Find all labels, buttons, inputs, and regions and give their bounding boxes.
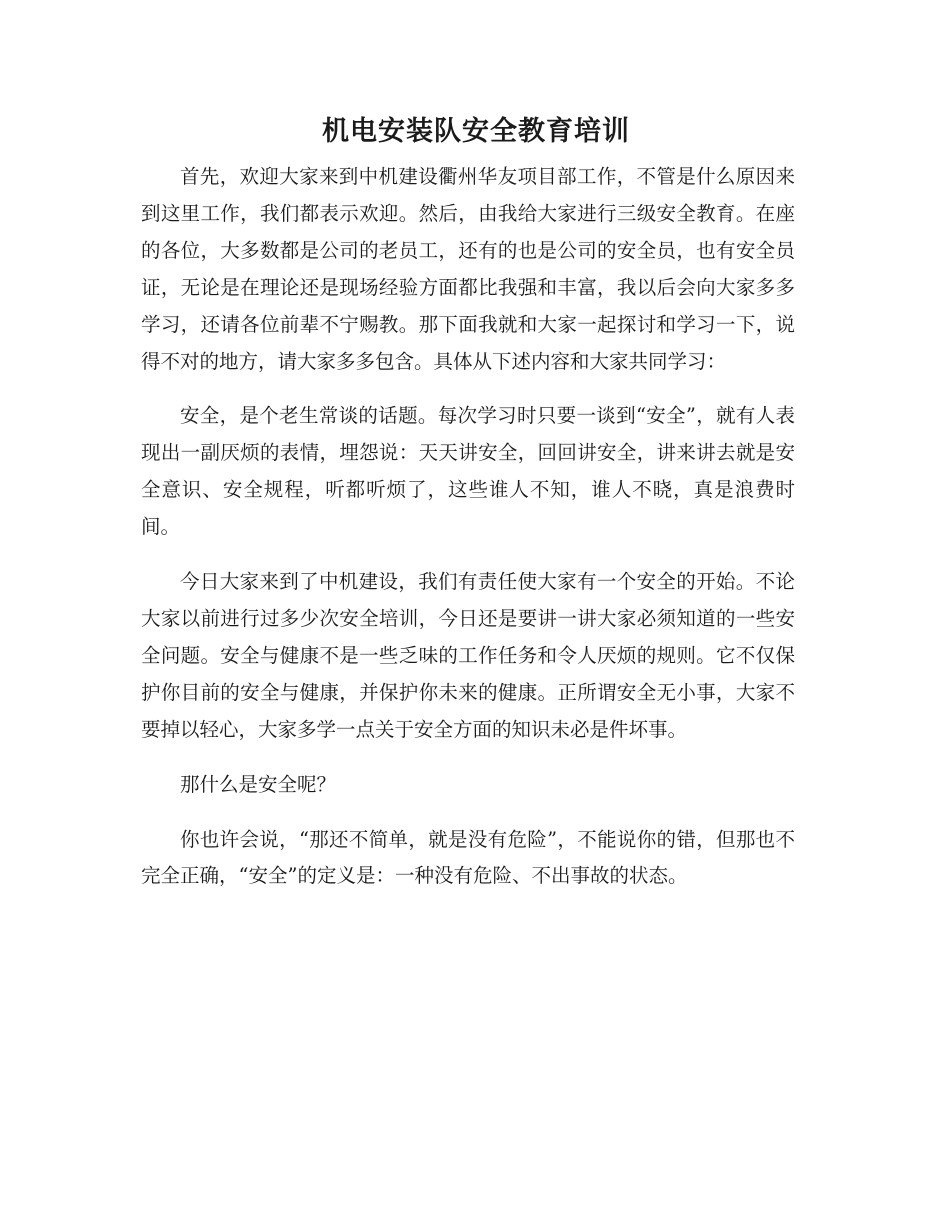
paragraph-safety-topic: 安全，是个老生常谈的话题。每次学习时只要一谈到“安全”，就有人表现出一副厌烦的表情，埋怨说：天天讲安全，回回讲安全，讲来讲去就是安全意识、安全规程，听都听烦了，这些谁人不知，谁人不晓，真是浪费时间。 — [141, 404, 795, 539]
paragraph-definition: 你也许会说，“那还不简单，就是没有危险”，不能说你的错，但那也不完全正确，“安全”的定义是：一种没有危险、不出事故的状态。 — [141, 827, 795, 888]
paragraph-question: 那什么是安全呢？ — [180, 772, 337, 796]
paragraph-welcome: 首先，欢迎大家来到中机建设衢州华友项目部工作，不管是什么原因来到这里工作，我们都表示欢迎。然后，由我给大家进行三级安全教育。在座的各位，大多数都是公司的老员工，还有的也是公司的安全员，也有安全员证，无论是在理论还是现场经验方面都比我强和丰富，我以后会向大家多多学习，还请各位前辈不宁赐教。那下面我就和大家一起探讨和学习一下，说得不对的地方，请大家多多包含。具体从下述内容和大家共同学习： — [141, 165, 795, 373]
document-title: 机电安装队安全教育培训 — [322, 116, 630, 147]
paragraph-safety-start: 今日大家来到了中机建设，我们有责任使大家有一个安全的开始。不论大家以前进行过多少次安全培训，今日还是要讲一讲大家必须知道的一些安全问题。安全与健康不是一些乏味的工作任务和令人厌烦的规则。它不仅保护你目前的安全与健康，并保护你未来的健康。正所谓安全无小事，大家不要掉以轻心，大家多学一点关于安全方面的知识未必是件坏事。 — [141, 570, 795, 741]
